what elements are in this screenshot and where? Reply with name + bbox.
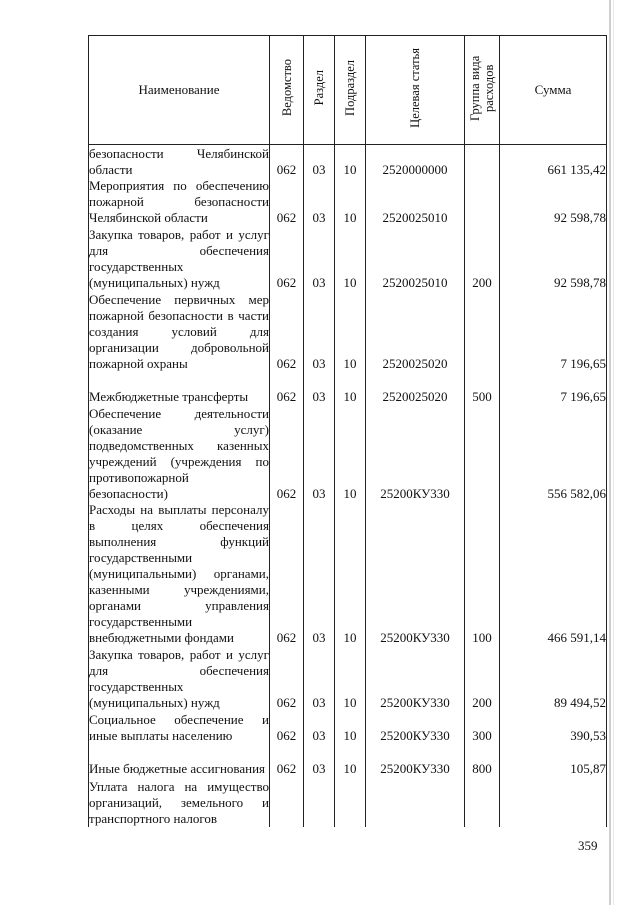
scan-edge-line [609, 0, 611, 905]
row-target: 2520000000 [366, 145, 465, 179]
header-target: Целевая статья [366, 36, 465, 145]
row-section: 03 [304, 711, 335, 744]
table-row [89, 502, 607, 646]
row-section [304, 777, 335, 827]
row-target: 2520025020 [366, 291, 465, 372]
row-subsection: 10 [335, 226, 366, 291]
row-dept: 062 [270, 372, 304, 405]
header-name: Наименование [89, 36, 270, 145]
table-row [89, 744, 607, 777]
table-row [89, 145, 607, 179]
row-target: 2520025020 [366, 372, 465, 405]
row-name: Обеспечение первичных мер пожарной безопасности в части создания условий для организации добровольной пожарной охраны [89, 292, 269, 371]
row-sum: 556 582,06 [500, 405, 607, 502]
row-dept: 062 [270, 178, 304, 226]
row-group: 300 [465, 711, 500, 744]
row-name: Уплата налога на имущество организаций, земельного и транспортного налогов [89, 779, 269, 826]
row-name: Расходы на выплаты персоналу в целях обеспечения выполнения функций государственными (муниципальными) органами, казенными учреждениями, органами управления государственными внебюджетными фондами [89, 502, 269, 645]
row-section: 03 [304, 291, 335, 372]
row-section: 03 [304, 646, 335, 711]
row-target: 25200КУ330 [366, 711, 465, 744]
row-name: Межбюджетные трансферты [89, 372, 270, 405]
table-row [89, 777, 607, 827]
row-target: 2520025010 [366, 226, 465, 291]
table-row [89, 711, 607, 744]
row-sum [500, 777, 607, 827]
row-section: 03 [304, 744, 335, 777]
row-name: Иные бюджетные ассигнования [89, 744, 270, 777]
row-sum: 89 494,52 [500, 646, 607, 711]
row-dept: 062 [270, 291, 304, 372]
budget-table [88, 35, 607, 827]
row-dept: 062 [270, 744, 304, 777]
row-name: Социальное обеспечение и иные выплаты населению [89, 712, 269, 743]
row-subsection: 10 [335, 291, 366, 372]
row-subsection [335, 777, 366, 827]
row-dept: 062 [270, 405, 304, 502]
row-group: 200 [465, 646, 500, 711]
row-target: 25200КУ330 [366, 646, 465, 711]
row-dept [270, 777, 304, 827]
row-subsection: 10 [335, 405, 366, 502]
table-row [89, 178, 607, 226]
row-target: 25200КУ330 [366, 744, 465, 777]
scan-edge-line-light [613, 0, 614, 905]
row-section: 03 [304, 405, 335, 502]
row-subsection: 10 [335, 744, 366, 777]
row-group [465, 777, 500, 827]
table-row [89, 405, 607, 502]
row-sum: 92 598,78 [500, 178, 607, 226]
row-section: 03 [304, 178, 335, 226]
row-name: Закупка товаров, работ и услуг для обеспечения государственных (муниципальных) нужд [89, 227, 269, 290]
row-target: 25200КУ330 [366, 405, 465, 502]
row-dept: 062 [270, 646, 304, 711]
row-sum: 7 196,65 [500, 372, 607, 405]
row-subsection: 10 [335, 711, 366, 744]
row-section: 03 [304, 226, 335, 291]
row-target [366, 777, 465, 827]
row-dept: 062 [270, 226, 304, 291]
row-sum: 105,87 [500, 744, 607, 777]
row-dept: 062 [270, 711, 304, 744]
table-row [89, 226, 607, 291]
row-subsection: 10 [335, 178, 366, 226]
row-sum: 7 196,65 [500, 291, 607, 372]
row-subsection: 10 [335, 145, 366, 179]
row-group: 200 [465, 226, 500, 291]
header-sum: Сумма [500, 36, 607, 145]
header-dept: Ведомство [270, 36, 304, 145]
row-section: 03 [304, 372, 335, 405]
row-target: 2520025010 [366, 178, 465, 226]
row-section: 03 [304, 145, 335, 179]
row-section: 03 [304, 502, 335, 646]
page-number: 359 [578, 838, 598, 853]
row-name: Мероприятия по обеспечению пожарной безопасности Челябинской области [89, 178, 269, 225]
row-target: 25200КУ330 [366, 502, 465, 646]
header-expense-group: Группа вида расходов [465, 36, 500, 145]
row-sum: 390,53 [500, 711, 607, 744]
table-row [89, 646, 607, 711]
row-group: 500 [465, 372, 500, 405]
row-sum: 92 598,78 [500, 226, 607, 291]
table-header-row [89, 36, 607, 145]
row-sum: 466 591,14 [500, 502, 607, 646]
row-group: 800 [465, 744, 500, 777]
row-group [465, 405, 500, 502]
row-group [465, 291, 500, 372]
row-sum: 661 135,42 [500, 145, 607, 179]
row-name: Закупка товаров, работ и услуг для обеспечения государственных (муниципальных) нужд [89, 647, 269, 710]
row-subsection: 10 [335, 502, 366, 646]
table-row [89, 291, 607, 372]
row-group: 100 [465, 502, 500, 646]
row-dept: 062 [270, 502, 304, 646]
header-section: Раздел [304, 36, 335, 145]
row-group [465, 178, 500, 226]
row-name: Обеспечение деятельности (оказание услуг) подведомственных казенных учреждений (учреждения по противопожарной безопасности) [89, 406, 269, 501]
row-dept: 062 [270, 145, 304, 179]
row-group [465, 145, 500, 179]
header-subsection: Подраздел [335, 36, 366, 145]
row-subsection: 10 [335, 372, 366, 405]
table-row [89, 372, 607, 405]
row-subsection: 10 [335, 646, 366, 711]
row-name: безопасности Челябинской области [89, 146, 269, 177]
